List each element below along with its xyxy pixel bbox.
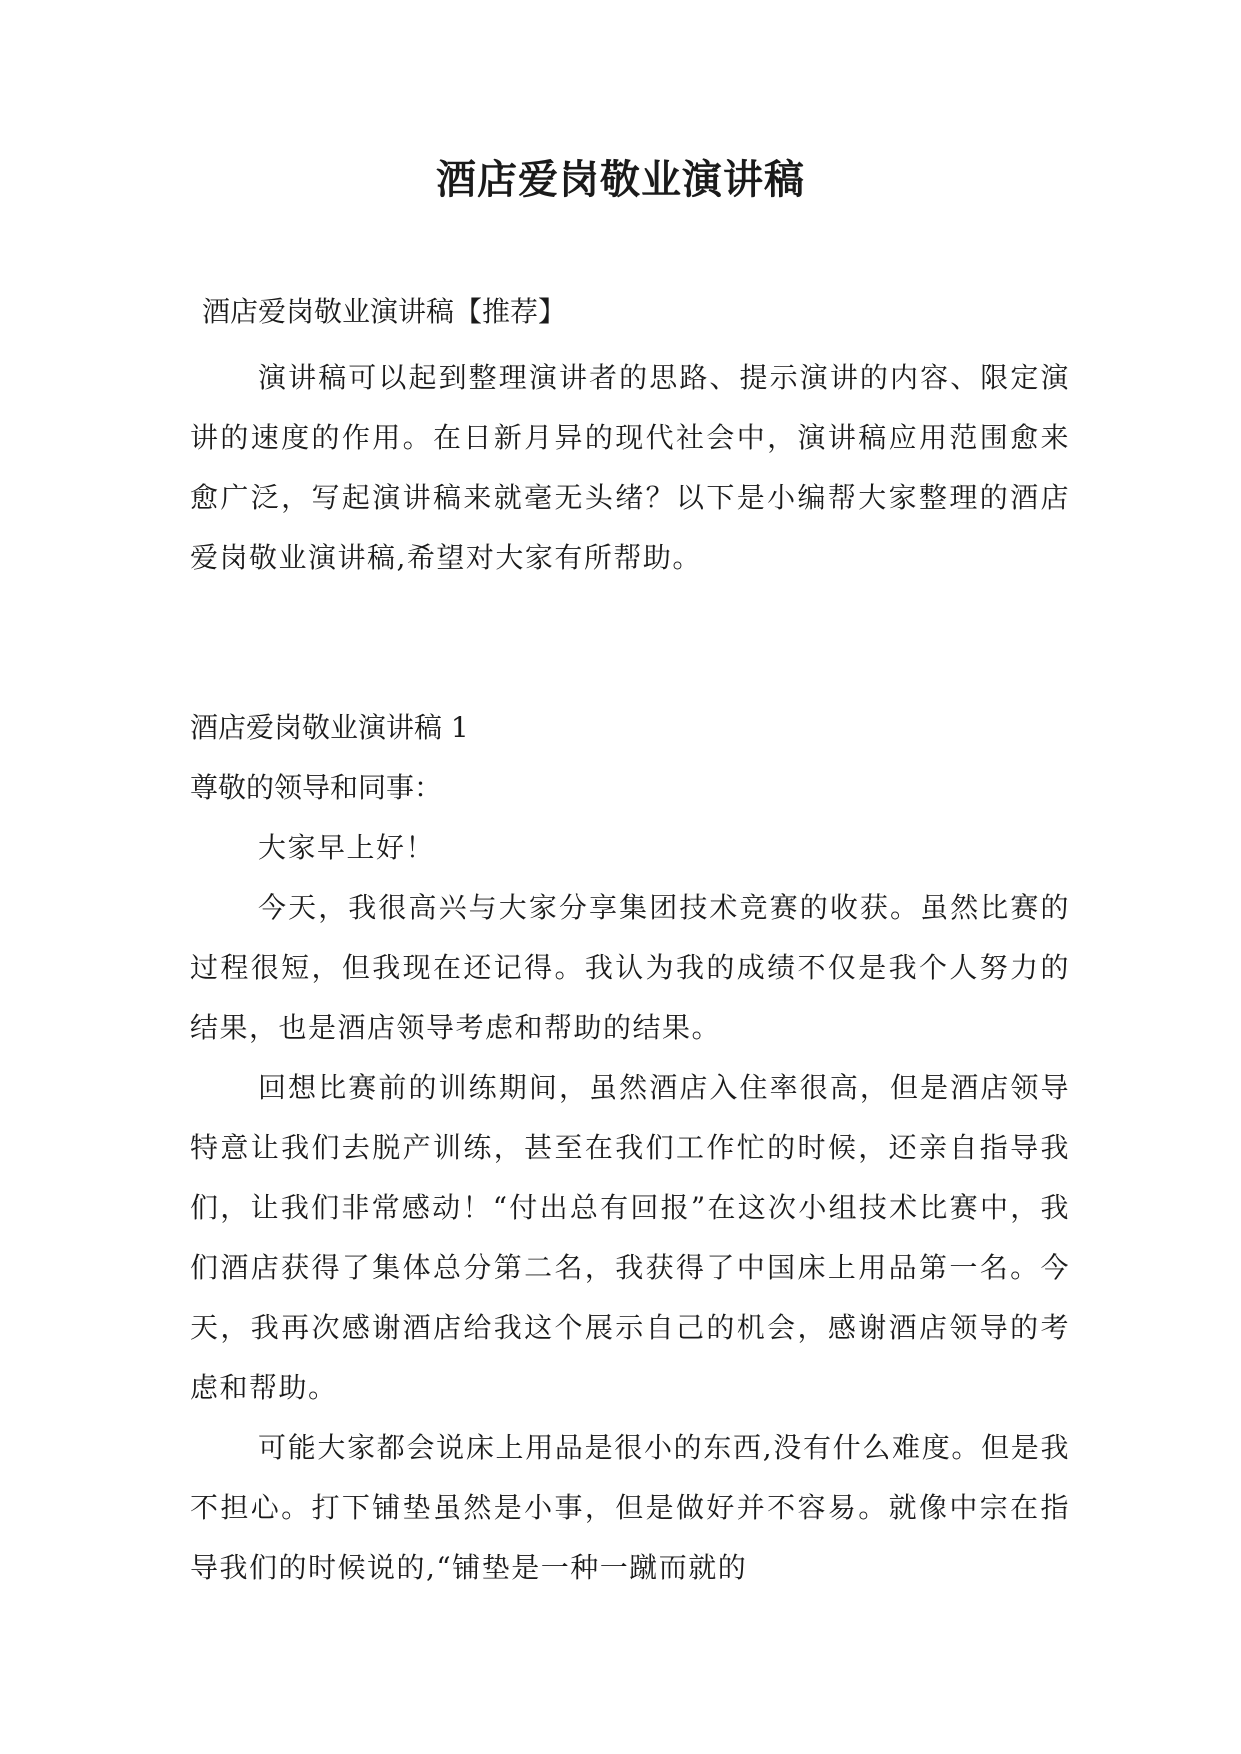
document-subtitle: 酒店爱岗敬业演讲稿【推荐】	[202, 295, 567, 328]
section-heading: 酒店爱岗敬业演讲稿 1	[190, 711, 469, 744]
body-paragraph: 回想比赛前的训练期间，虽然酒店入住率很高，但是酒店领导特意让我们去脱产训练，甚至在我们工作忙的时候，还亲自指导我们，让我们非常感动！“付出总有回报”在这次小组技术比赛中，我们酒店获得了集体总分第二名，我获得了中国床上用品第一名。今天，我再次感谢酒店给我这个展示自己的机会，感谢酒店领导的考虑和帮助。	[190, 1071, 1070, 1404]
body-paragraph: 可能大家都会说床上用品是很小的东西,没有什么难度。但是我不担心。打下铺垫虽然是小事，但是做好并不容易。就像中宗在指导我们的时候说的,“铺垫是一种一蹴而就的	[190, 1431, 1070, 1584]
document-title: 酒店爱岗敬业演讲稿	[436, 156, 805, 203]
greeting: 大家早上好！	[258, 831, 436, 864]
speech-section	[190, 698, 1070, 1598]
body-paragraph: 今天，我很高兴与大家分享集团技术竞赛的收获。虽然比赛的过程很短，但我现在还记得。我认为我的成绩不仅是我个人努力的结果，也是酒店领导考虑和帮助的结果。	[190, 891, 1070, 1044]
intro-paragraph: 演讲稿可以起到整理演讲者的思路、提示演讲的内容、限定演讲的速度的作用。在日新月异的现代社会中，演讲稿应用范围愈来愈广泛，写起演讲稿来就毫无头绪？以下是小编帮大家整理的酒店爱岗敬业演讲稿,希望对大家有所帮助。	[190, 361, 1070, 574]
salutation: 尊敬的领导和同事：	[190, 771, 443, 804]
